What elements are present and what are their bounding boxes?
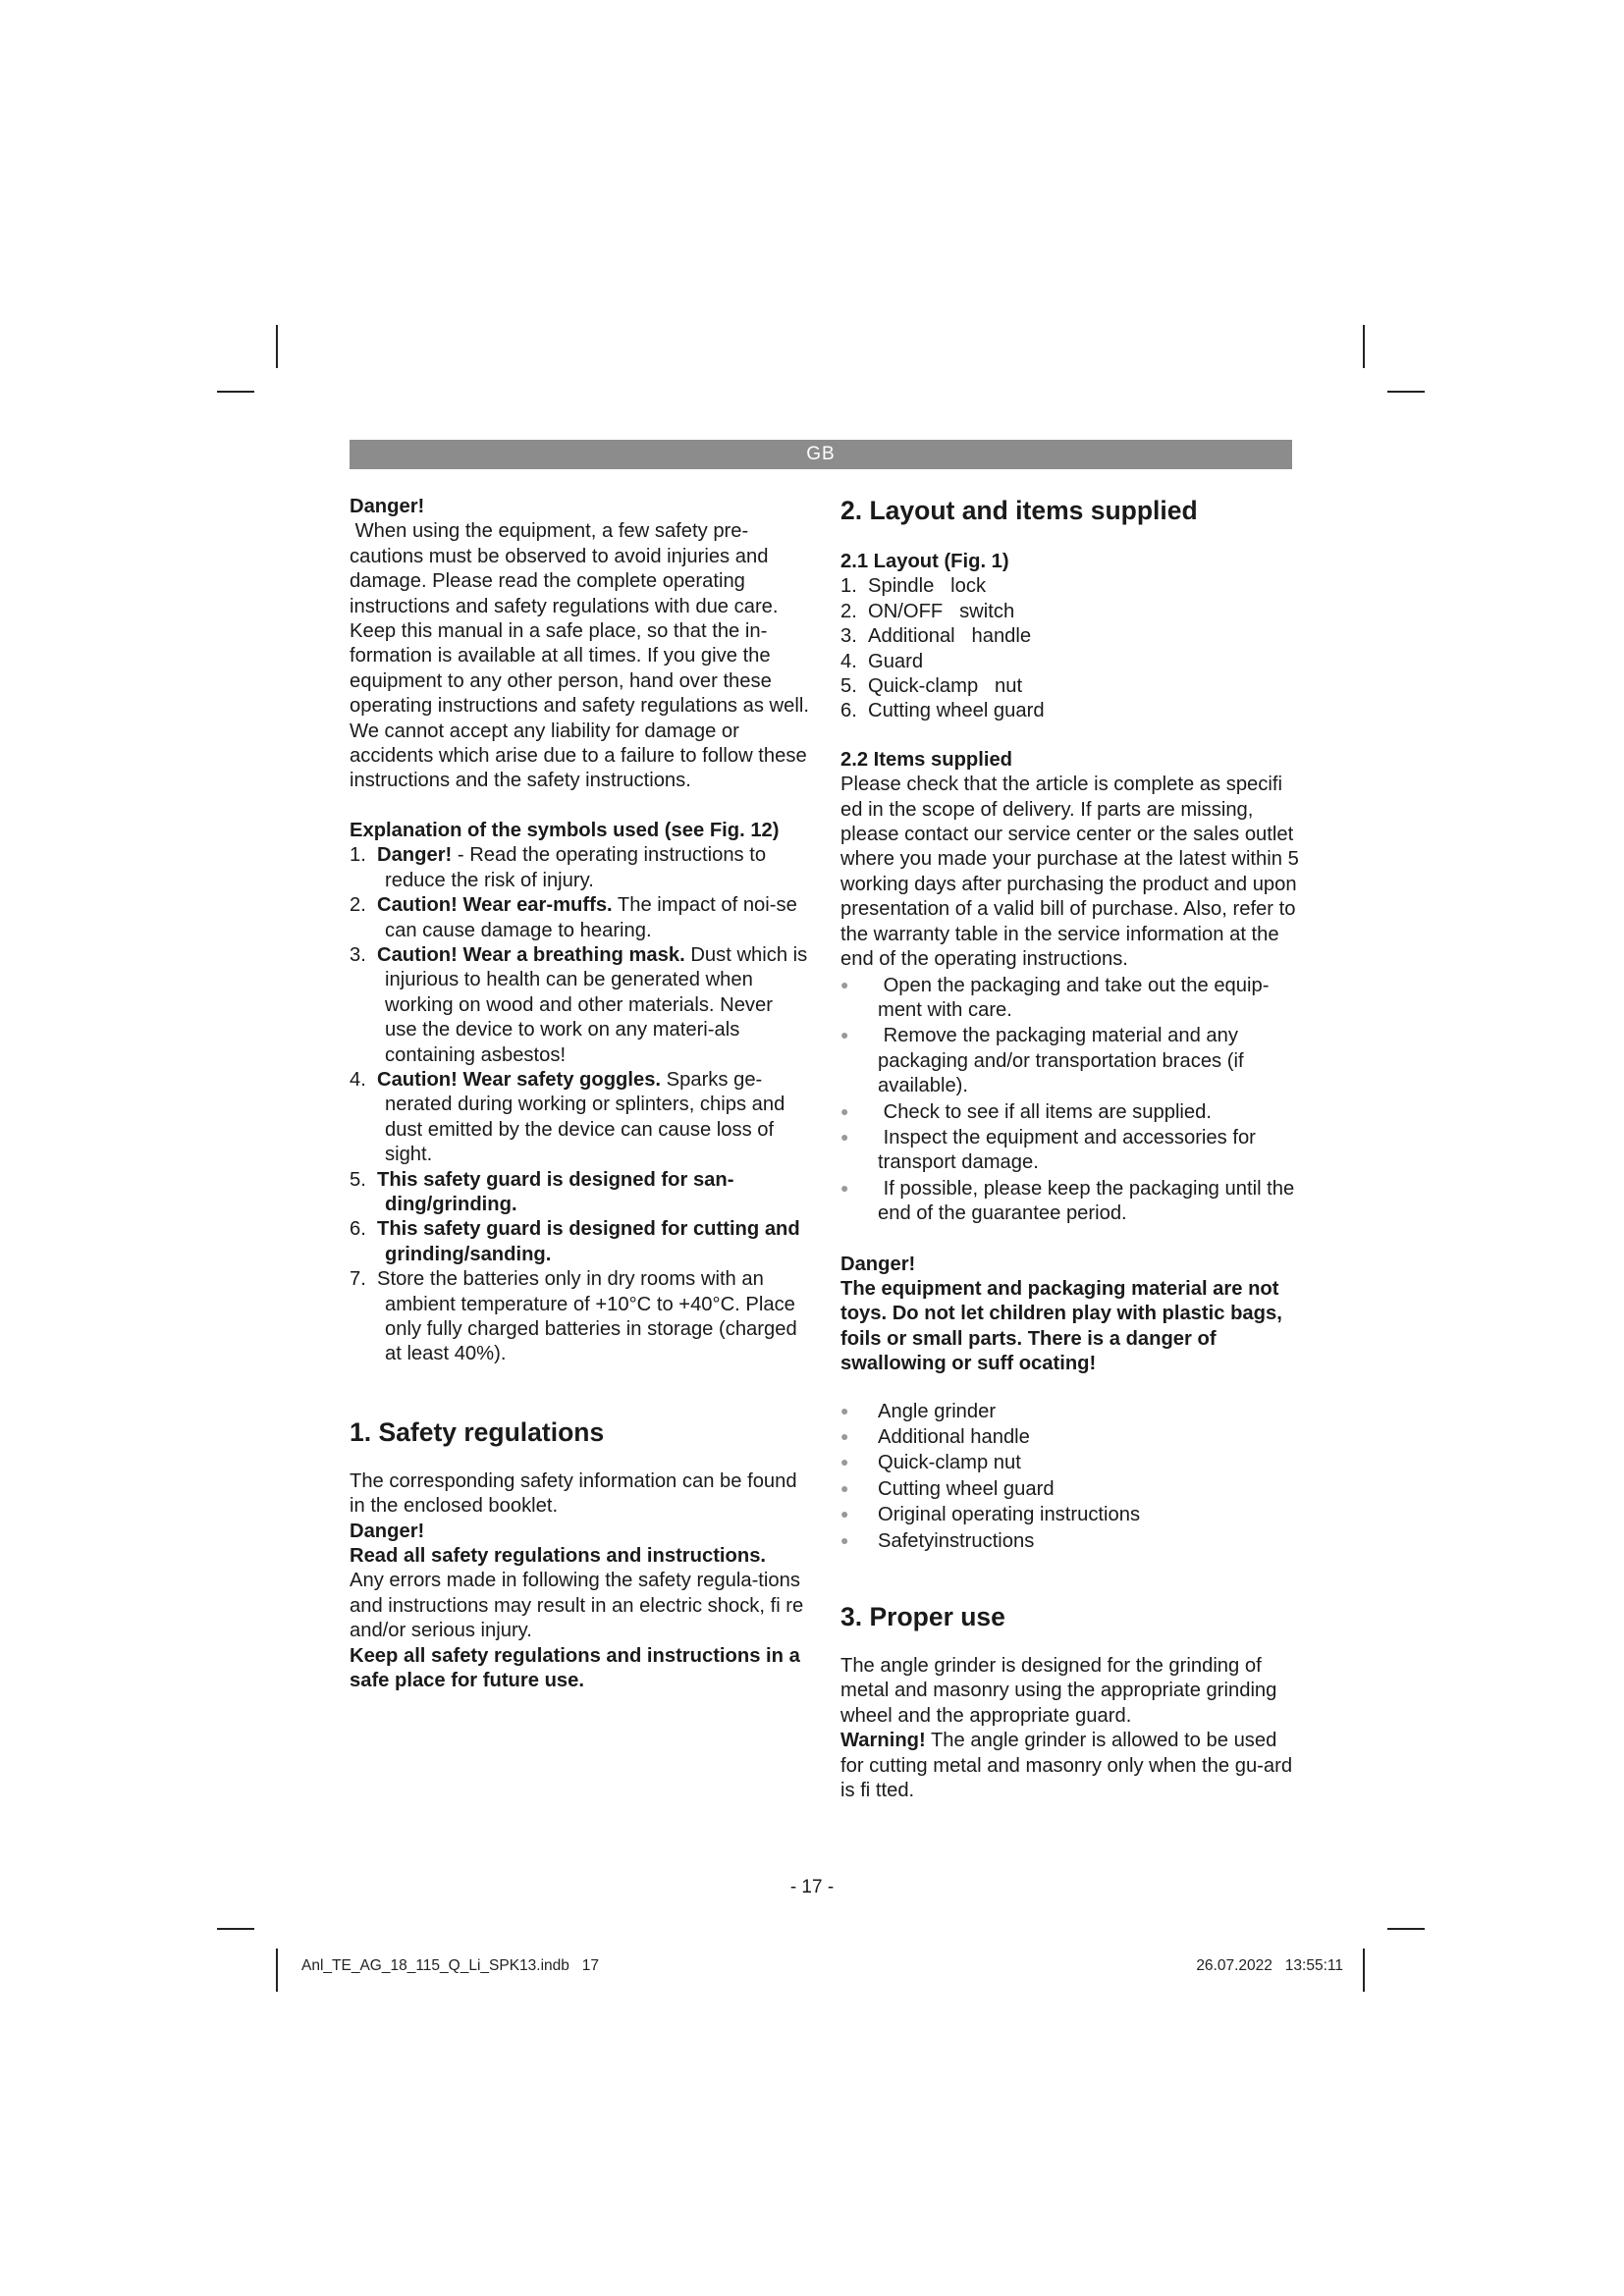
crop-mark-top-right-h xyxy=(1387,391,1425,393)
bullet-icon: ● xyxy=(840,1506,849,1522)
safety-intro: The corresponding safety information can be found in the enclosed booklet. xyxy=(350,1469,797,1518)
bullet-icon: ● xyxy=(840,1428,849,1444)
unpack-bullet: ● Remove the packaging material and any packaging and/or transportation braces (if available). xyxy=(840,1025,1244,1097)
symbol-item: 5. This safety guard is designed for san-ding/grinding. xyxy=(350,1168,734,1215)
items-supplied-list xyxy=(840,1399,1300,1554)
layout-item: 2. ON/OFF switch xyxy=(840,600,1015,622)
supplied-item: ● Cutting wheel guard xyxy=(840,1477,1055,1500)
layout-heading: 2. Layout and items supplied xyxy=(840,496,1198,525)
symbol-item: 3. Caution! Wear a breathing mask. Dust which is injurious to health can be generated when working on wood and other materials. Never use the device to work on any materi-als containing asbestos! xyxy=(350,943,808,1066)
supplied-item: ● Original operating instructions xyxy=(840,1504,1141,1526)
layout-item: 3. Additional handle xyxy=(840,625,1032,648)
unpack-bullet: ● Inspect the equipment and accessories for transport damage. xyxy=(840,1126,1256,1174)
page-number: - 17 - xyxy=(789,1877,835,1897)
crop-mark-bottom-left xyxy=(276,1949,278,1992)
symbols-list xyxy=(350,843,809,1367)
proper-use-text: The angle grinder is designed for the grinding of metal and masonry using the appropriate grinding wheel and the appropriate guard. xyxy=(840,1655,1277,1727)
layout-subheading: 2.1 Layout (Fig. 1) xyxy=(840,551,1009,572)
safety-errors-text: Any errors made in following the safety regula-tions and instructions may result in an electric shock, fi re and/or serious injury. xyxy=(350,1570,804,1642)
crop-mark-top-right xyxy=(1363,325,1365,368)
safety-keep-text: Keep all safety regulations and instructions in a safe place for future use. xyxy=(350,1644,800,1692)
language-header-bar xyxy=(350,440,1292,469)
supplied-item: ● Angle grinder xyxy=(840,1400,997,1422)
symbols-title: Explanation of the symbols used (see Fig. 12) xyxy=(350,819,780,841)
safety-read-all: Read all safety regulations and instructions. xyxy=(350,1545,767,1568)
intro-danger-title: Danger! xyxy=(350,496,425,517)
unpack-bullet: ● Open the packaging and take out the equip-ment with care. xyxy=(840,974,1270,1021)
crop-mark-bottom-right xyxy=(1363,1949,1365,1992)
symbol-item: 2. Caution! Wear ear-muffs. The impact of noi-se can cause damage to hearing. xyxy=(350,894,797,941)
warning-label: Warning! xyxy=(840,1730,926,1752)
crop-mark-bottom-right-h xyxy=(1387,1928,1425,1930)
safety-regulations-heading: 1. Safety regulations xyxy=(350,1416,605,1447)
items-supplied-subheading: 2.2 Items supplied xyxy=(840,748,1013,771)
proper-use-heading: 3. Proper use xyxy=(840,1602,1005,1632)
bullet-icon: ● xyxy=(840,1454,849,1470)
bullet-icon: ● xyxy=(840,1479,849,1496)
symbol-item: 4. Caution! Wear safety goggles. Sparks ge-nerated during working or splinters, chips and dust emitted by the device can cause loss of sight. xyxy=(350,1068,785,1166)
layout-item: 1. Spindle lock xyxy=(840,575,987,598)
crop-mark-bottom-left-h xyxy=(217,1928,254,1930)
symbol-item: 6. This safety guard is designed for cutting and grinding/sanding. xyxy=(350,1218,800,1265)
layout-list xyxy=(840,574,1300,723)
supplied-item: ● Quick-clamp nut xyxy=(840,1452,1021,1474)
intro-text: When using the equipment, a few safety pre-cautions must be observed to avoid injuries and damage. Please read the complete operating instructions and safety regulations with due care. Keep this manual in a safe place, so that the in-formation is available at all times. If you give the equipment to any other person, hand over these operating instructions and safety regulations as well. We cannot accept any liability for damage or accidents which arise due to a failure to follow these instructions and the safety instructions. xyxy=(350,520,815,792)
unpack-bullet: ● Check to see if all items are supplied. xyxy=(840,1100,1212,1123)
items-supplied-text: Please check that the article is complete as specifi ed in the scope of delivery. If parts are missing, please contact our service center or the sales outlet where you made your purchase at the latest within 5 working days after purchasing the product and upon presentation of a valid bill of purchase. Also, refer to the warranty table in the service information at the end of the operating instructions. xyxy=(840,774,1299,971)
symbol-item: 1. Danger! - Read the operating instructions to reduce the risk of injury. xyxy=(350,844,767,891)
bullet-icon: ● xyxy=(840,976,849,992)
crop-mark-top-left-h xyxy=(217,391,254,393)
supplied-item: ● Additional handle xyxy=(840,1426,1030,1448)
unpacking-bullets xyxy=(840,973,1300,1227)
warning-text: The angle grinder is allowed to be used for cutting metal and masonry only when the gu-ard is fi tted. xyxy=(840,1730,1293,1802)
packaging-danger-title: Danger! xyxy=(840,1253,916,1275)
bullet-icon: ● xyxy=(840,1128,849,1145)
language-label: GB xyxy=(806,444,836,464)
bullet-icon: ● xyxy=(840,1179,849,1196)
footer-file-name: Anl_TE_AG_18_115_Q_Li_SPK13.indb 17 xyxy=(301,1957,600,1974)
bullet-icon: ● xyxy=(840,1531,849,1548)
crop-mark-top-left xyxy=(276,325,278,368)
supplied-item: ● Safetyinstructions xyxy=(840,1529,1035,1552)
bullet-icon: ● xyxy=(840,1027,849,1043)
right-column xyxy=(840,495,1300,1803)
layout-item: 5. Quick-clamp nut xyxy=(840,675,1023,698)
left-column xyxy=(350,495,815,1693)
layout-item: 6. Cutting wheel guard xyxy=(840,700,1045,722)
packaging-danger-text: The equipment and packaging material are not toys. Do not let children play with plastic bags, foils or small parts. There is a danger of swallowing or suff ocating! xyxy=(840,1277,1282,1375)
bullet-icon: ● xyxy=(840,1102,849,1119)
symbol-item: 7. Store the batteries only in dry rooms with an ambient temperature of +10°C to +40°C. Place only fully charged batteries in storage (charged at least 40%). xyxy=(350,1268,797,1365)
unpack-bullet: ● If possible, please keep the packaging until the end of the guarantee period. xyxy=(840,1177,1295,1225)
bullet-icon: ● xyxy=(840,1402,849,1418)
proper-use-warning xyxy=(840,1729,1300,1803)
layout-item: 4. Guard xyxy=(840,650,924,672)
footer-timestamp: 26.07.2022 13:55:11 xyxy=(1196,1957,1343,1974)
safety-danger-title: Danger! xyxy=(350,1520,425,1542)
